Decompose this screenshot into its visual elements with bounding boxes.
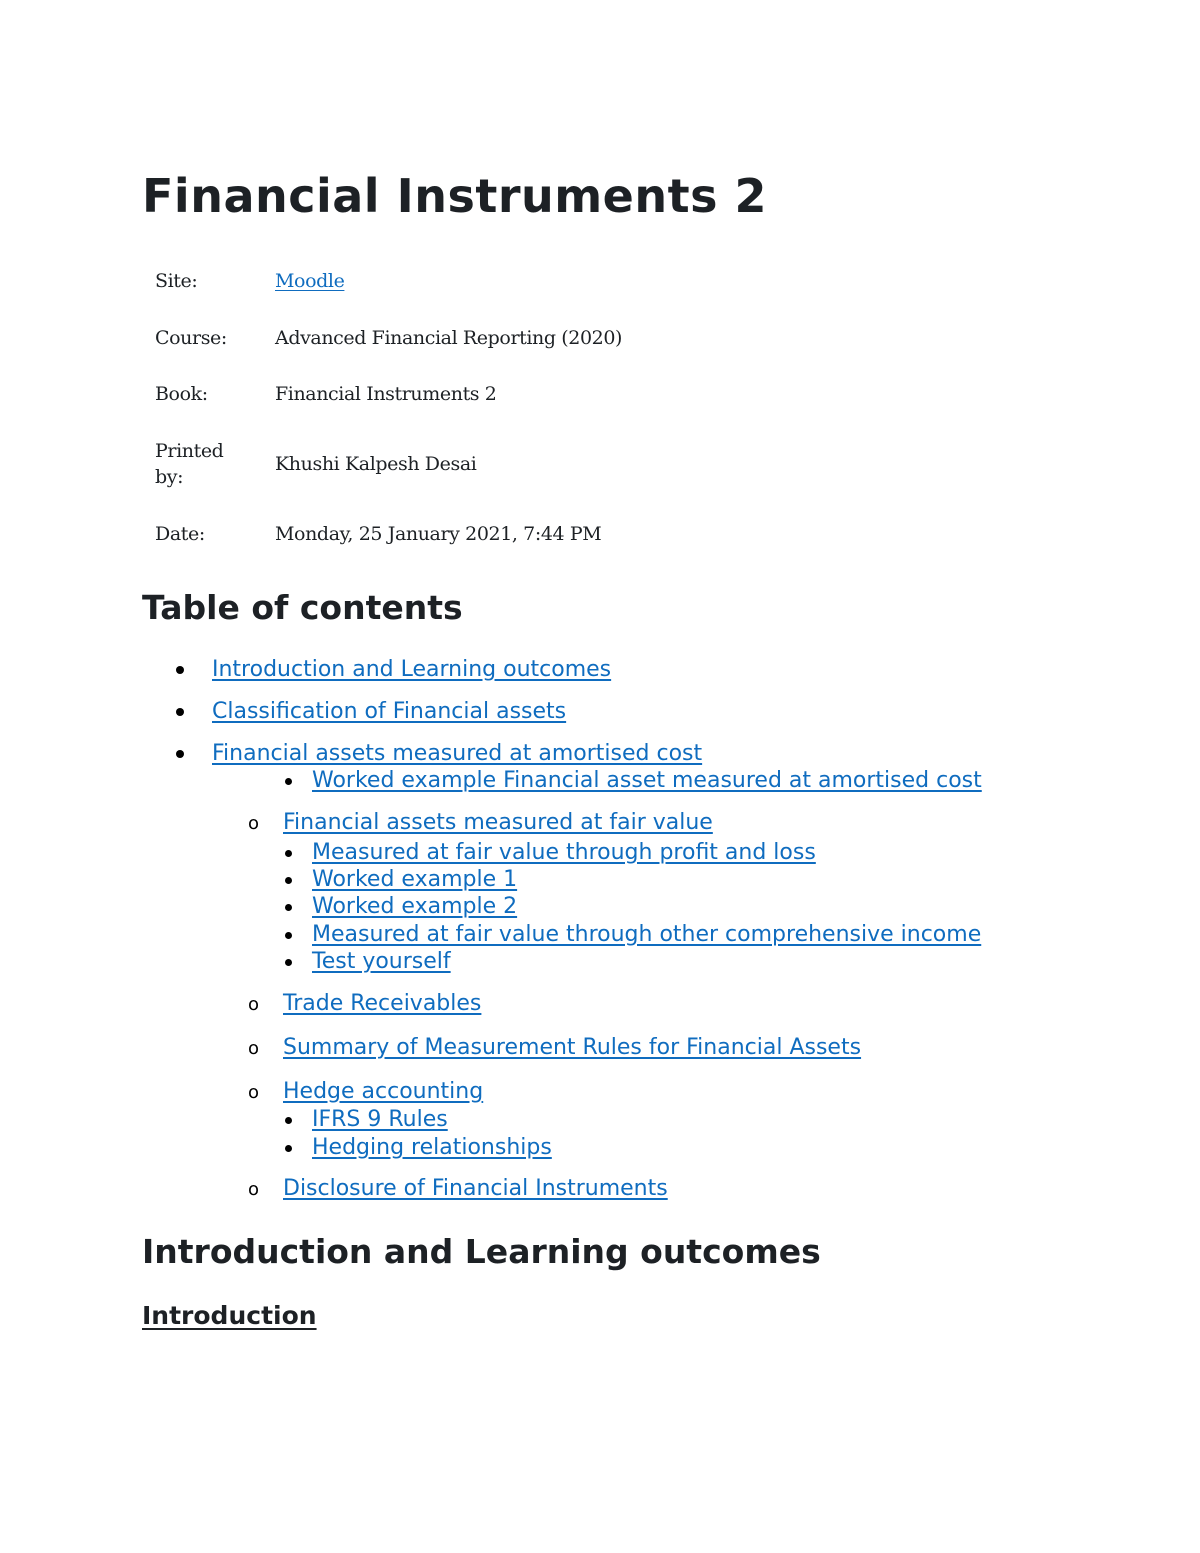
date-label: Date: — [155, 523, 205, 545]
bullet-disc-icon — [285, 959, 292, 966]
toc-link[interactable]: Measured at fair value through other comprehensive income — [312, 922, 982, 947]
toc-link[interactable]: Financial assets measured at fair value — [283, 810, 713, 835]
bullet-circle-icon: o — [248, 1082, 260, 1103]
bullet-disc-icon — [285, 877, 292, 884]
printed-by-label-line1: Printed — [155, 440, 224, 462]
bullet-circle-icon: o — [248, 994, 260, 1015]
course-value: Advanced Financial Reporting (2020) — [275, 327, 623, 349]
toc-link[interactable]: Summary of Measurement Rules for Financial Assets — [283, 1035, 862, 1060]
bullet-disc-icon — [285, 904, 292, 911]
toc-link[interactable]: Financial assets measured at amortised cost — [212, 741, 703, 766]
toc-link[interactable]: Trade Receivables — [283, 991, 482, 1016]
toc-link[interactable]: Disclosure of Financial Instruments — [283, 1176, 668, 1201]
bullet-circle-icon: o — [248, 1179, 260, 1200]
toc-link[interactable]: Test yourself — [312, 949, 451, 974]
bullet-circle-icon: o — [248, 813, 260, 834]
toc-link[interactable]: Classification of Financial assets — [212, 699, 567, 724]
toc-link[interactable]: IFRS 9 Rules — [312, 1107, 448, 1132]
site-link[interactable]: Moodle — [275, 270, 345, 292]
section-heading: Introduction and Learning outcomes — [142, 1232, 821, 1271]
page-title: Financial Instruments 2 — [142, 169, 768, 223]
bullet-disc-icon — [176, 708, 184, 716]
printed-by-value: Khushi Kalpesh Desai — [275, 453, 477, 475]
book-value: Financial Instruments 2 — [275, 383, 497, 405]
bullet-disc-icon — [285, 1145, 292, 1152]
bullet-disc-icon — [285, 932, 292, 939]
toc-link[interactable]: Worked example Financial asset measured at amortised cost — [312, 768, 982, 793]
toc-link[interactable]: Introduction and Learning outcomes — [212, 657, 612, 682]
section-subheading: Introduction — [142, 1301, 317, 1330]
course-label: Course: — [155, 327, 227, 349]
bullet-disc-icon — [176, 666, 184, 674]
site-label: Site: — [155, 270, 198, 292]
bullet-disc-icon — [285, 1117, 292, 1124]
bullet-disc-icon — [285, 850, 292, 857]
toc-link[interactable]: Measured at fair value through profit and loss — [312, 840, 816, 865]
toc-link[interactable]: Hedge accounting — [283, 1079, 484, 1104]
toc-link[interactable]: Hedging relationships — [312, 1135, 552, 1160]
book-label: Book: — [155, 383, 208, 405]
bullet-disc-icon — [285, 778, 292, 785]
toc-heading: Table of contents — [142, 588, 463, 627]
toc-link[interactable]: Worked example 1 — [312, 867, 518, 892]
date-value: Monday, 25 January 2021, 7:44 PM — [275, 523, 602, 545]
toc-link[interactable]: Worked example 2 — [312, 894, 518, 919]
bullet-disc-icon — [176, 750, 184, 758]
bullet-circle-icon: o — [248, 1038, 260, 1059]
printed-by-label-line2: by: — [155, 466, 184, 488]
